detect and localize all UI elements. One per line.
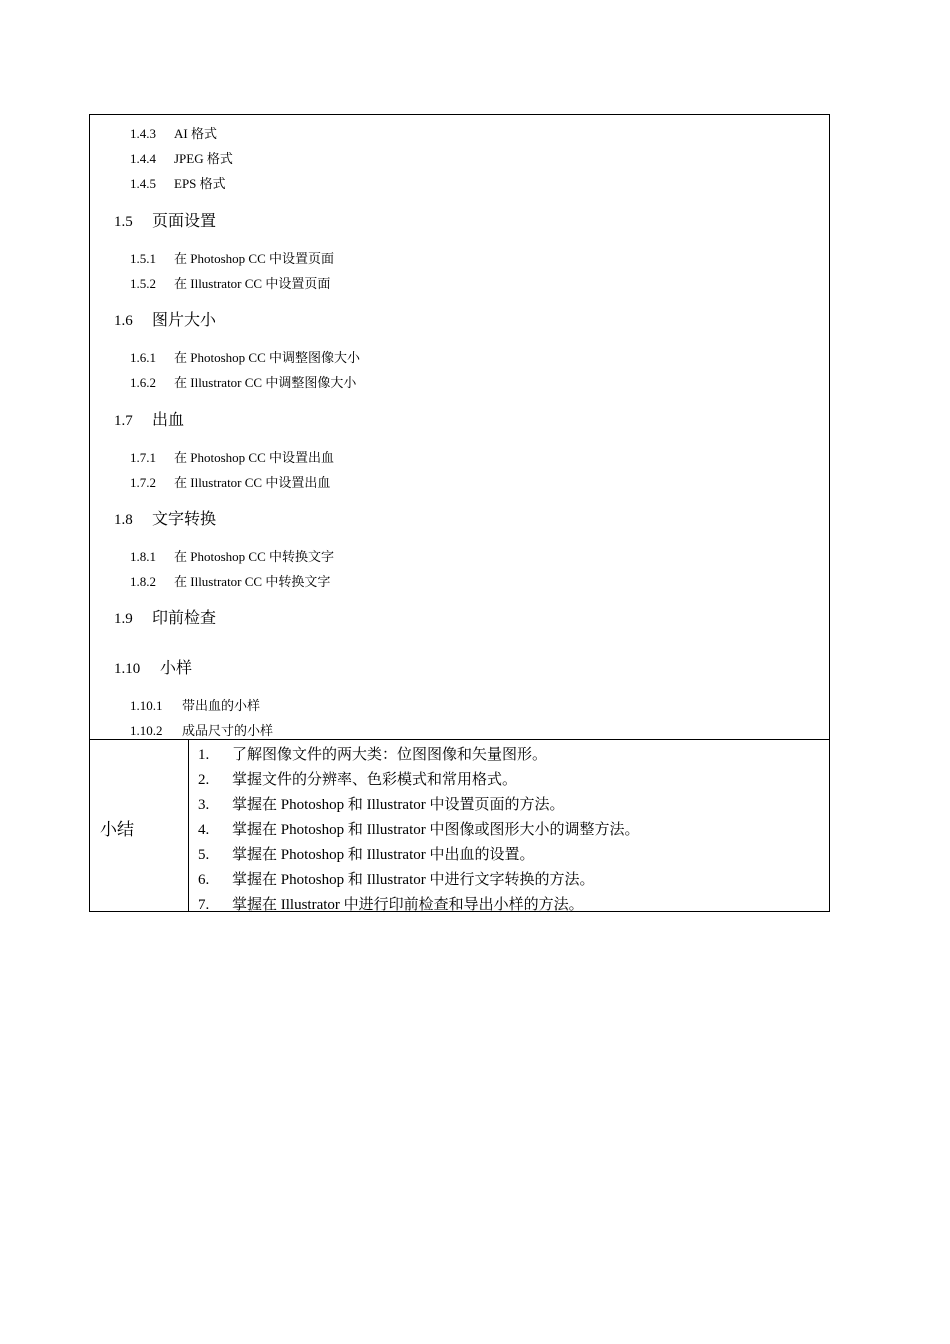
toc-entry: 1.6.2 在 Illustrator CC 中调整图像大小 [130,375,357,390]
table-of-contents [90,115,829,739]
toc-entry: 1.8.2 在 Illustrator CC 中转换文字 [130,574,331,589]
summary-item: 1. 了解图像文件的两大类：位图图像和矢量图形。 [198,747,548,763]
toc-entry: 1.5.2 在 Illustrator CC 中设置页面 [130,276,331,291]
toc-entry: 1.5.1 在 Photoshop CC 中设置页面 [130,251,334,266]
summary-item: 3. 掌握在 Photoshop 和 Illustrator 中设置页面的方法。 [198,797,565,813]
toc-entry: 1.4.5 EPS 格式 [130,176,226,191]
toc-entry: 1.8.1 在 Photoshop CC 中转换文字 [130,549,334,564]
summary-item: 5. 掌握在 Photoshop 和 Illustrator 中出血的设置。 [198,847,535,863]
toc-section: 1.5 页面设置 [114,211,217,230]
syllabus-table [89,114,830,912]
column-divider [188,739,189,912]
row-divider [90,739,829,740]
toc-entry: 1.6.1 在 Photoshop CC 中调整图像大小 [130,350,360,365]
toc-entry: 1.10.1 带出血的小样 [130,698,261,713]
summary-item: 2. 掌握文件的分辨率、色彩模式和常用格式。 [198,772,518,788]
toc-entry: 1.7.2 在 Illustrator CC 中设置出血 [130,475,331,490]
toc-section: 1.7 出血 [114,410,185,429]
toc-entry: 1.4.3 AI 格式 [130,126,217,141]
summary-label: 小结 [100,820,134,840]
summary-item: 6. 掌握在 Photoshop 和 Illustrator 中进行文字转换的方法。 [198,872,595,888]
toc-entry: 1.4.4 JPEG 格式 [130,151,233,166]
summary-item: 7. 掌握在 Illustrator 中进行印前检查和导出小样的方法。 [198,897,584,913]
toc-section: 1.8 文字转换 [114,509,217,528]
toc-section: 1.6 图片大小 [114,310,217,329]
summary-item: 4. 掌握在 Photoshop 和 Illustrator 中图像或图形大小的调整方法。 [198,822,640,838]
toc-section: 1.10 小样 [114,658,193,677]
toc-section: 1.9 印前检查 [114,608,217,627]
toc-entry: 1.10.2 成品尺寸的小样 [130,723,274,738]
toc-entry: 1.7.1 在 Photoshop CC 中设置出血 [130,450,334,465]
